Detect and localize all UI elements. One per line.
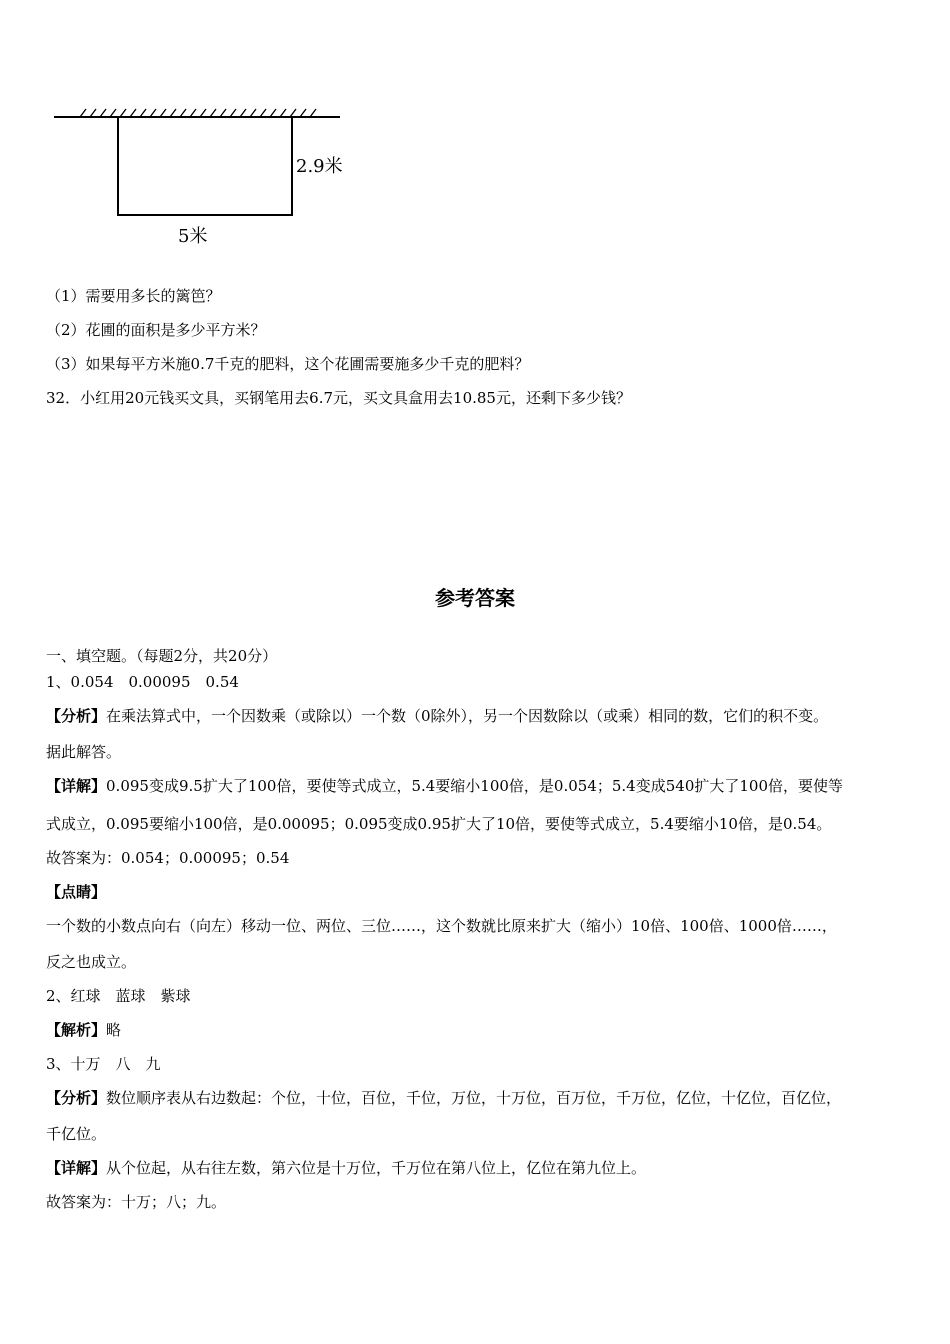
- garden-figure: [50, 100, 370, 260]
- explanation-text: 略: [106, 1021, 122, 1039]
- explanation-tag: 【解析】: [46, 1021, 107, 1039]
- question-1: （1）需要用多长的篱笆？: [46, 287, 221, 305]
- detail-text: 0.095变成9.5扩大了100倍，要使等式成立，5.4要缩小100倍，是0.054；5.4变成540扩大了100倍，要使等: [106, 777, 843, 795]
- answer-1-final: 故答案为：0.054；0.00095；0.54: [46, 849, 290, 867]
- answer-3-final: 故答案为：十万；八；九。: [46, 1193, 227, 1211]
- wall-hatching: [80, 109, 316, 117]
- detail-tag: 【详解】: [46, 777, 107, 795]
- answer-3-analysis-cont: 千亿位。: [46, 1125, 107, 1143]
- analysis-tag: 【分析】: [46, 1089, 107, 1107]
- detail-text: 从个位起，从右往左数，第六位是十万位，千万位在第八位上，亿位在第九位上。: [106, 1159, 647, 1177]
- garden-rectangle: [118, 117, 292, 215]
- answer-2-explanation: [46, 1020, 121, 1040]
- answer-1-detail: [46, 776, 843, 796]
- answer-1-analysis-cont: 据此解答。: [46, 743, 122, 761]
- analysis-tag: 【分析】: [46, 707, 107, 725]
- question-32: 32．小红用20元钱买文具，买钢笔用去6.7元，买文具盒用去10.85元，还剩下多少钱？: [46, 389, 631, 407]
- tip-tag: 【点睛】: [46, 883, 107, 901]
- question-3: （3）如果每平方米施0.7千克的肥料，这个花圃需要施多少千克的肥料？: [46, 355, 530, 373]
- answers-title: 参考答案: [435, 586, 515, 610]
- height-label: 2.9米: [296, 156, 343, 177]
- garden-diagram: [50, 100, 370, 260]
- analysis-text: 数位顺序表从右边数起：个位，十位，百位，千位，万位，十万位，百万位，千万位，亿位，十亿位，百亿位，: [106, 1089, 842, 1107]
- section-heading: 一、填空题。（每题2分，共20分）: [46, 647, 278, 665]
- answer-1-detail-cont: 式成立，0.095要缩小100倍，是0.00095；0.095变成0.95扩大了10倍，要使等式成立，5.4要缩小10倍，是0.54。: [46, 815, 832, 833]
- answer-1-analysis: [46, 706, 828, 726]
- answer-2: 2、红球 蓝球 紫球: [46, 987, 191, 1005]
- answer-3-detail: [46, 1158, 646, 1178]
- answer-3: 3、十万 八 九: [46, 1055, 161, 1073]
- answer-1-tip-cont: 反之也成立。: [46, 953, 137, 971]
- analysis-text: 在乘法算式中，一个因数乘（或除以）一个数（0除外），另一个因数除以（或乘）相同的数，它们的积不变。: [106, 707, 829, 725]
- answer-3-analysis: [46, 1088, 841, 1108]
- question-2: （2）花圃的面积是多少平方米？: [46, 321, 266, 339]
- detail-tag: 【详解】: [46, 1159, 107, 1177]
- width-label: 5米: [178, 226, 208, 247]
- answer-1-tip: 一个数的小数点向右（向左）移动一位、两位、三位……，这个数就比原来扩大（缩小）10倍、100倍、1000倍……，: [46, 917, 837, 935]
- answer-1: 1、0.054 0.00095 0.54: [46, 673, 239, 691]
